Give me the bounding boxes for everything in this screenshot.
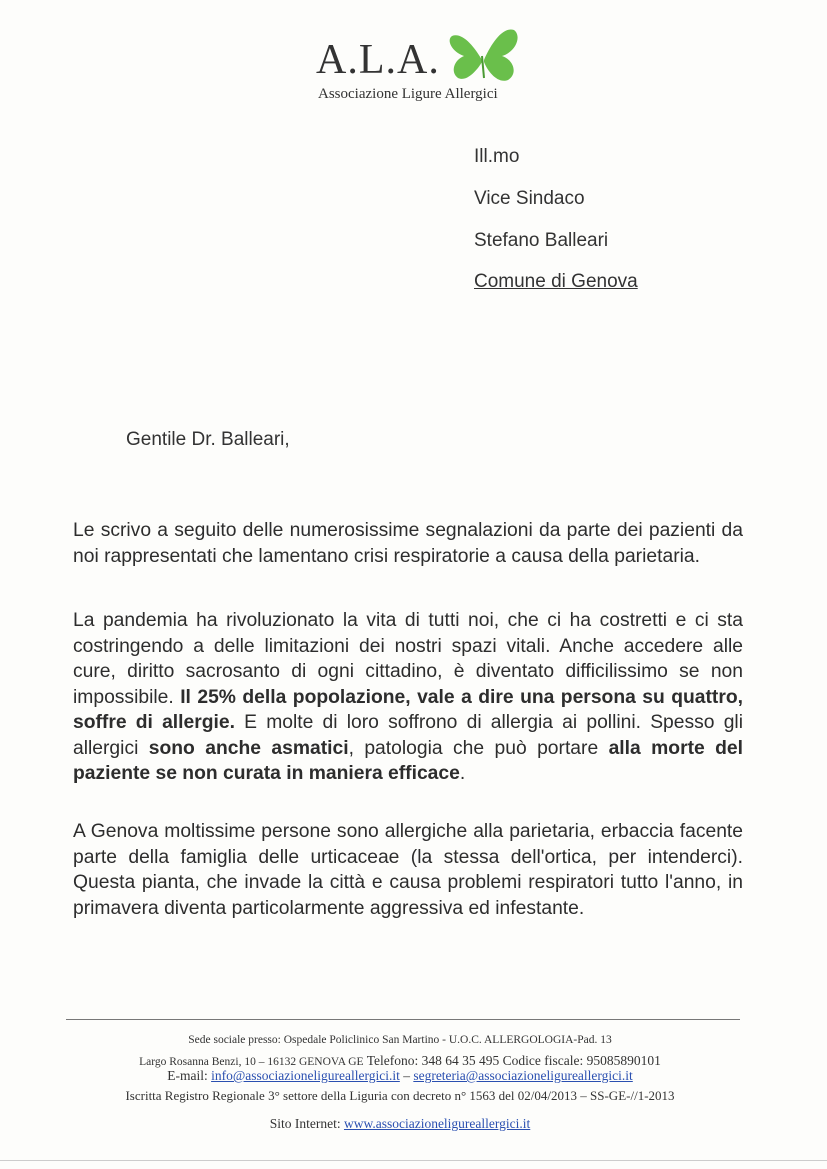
p2-text-3: , patologia che può portare [348,737,609,759]
footer-website-line [40,1116,760,1132]
footer-phone-fiscal: Telefono: 348 64 35 495 Codice fiscale: 95085890101 [363,1053,661,1068]
recipient-role: Vice Sindaco [474,188,585,209]
email-secretary-link[interactable]: segreteria@associazioneligureallergici.it [413,1068,633,1083]
footer-registry-line: Iscritta Registro Regionale 3° settore della Liguria con decreto n° 1563 del 02/04/2013 – SS-GE-//1-2013 [125,1088,675,1103]
p2-bold-statistic: Il 25% della popolazione, vale a dire una persona su quattro, soffre di allergie. [73,686,743,733]
letter-greeting: Gentile Dr. Balleari, [126,429,290,450]
website-link[interactable]: www.associazioneligureallergici.it [343,1116,531,1131]
body-paragraph-3: A Genova moltissime persone sono allergiche alla parietaria, erbaccia facente parte della famiglia delle urticaceae (la stessa dell'ortica, per intenderci). Questa pianta, che invade la città e causa problemi respiratori tutto l'anno, in primavera diventa particolarmente aggressiva ed infestante. [73,821,743,919]
footer-address-line: Sede sociale presso: Ospedale Policlinico San Martino - U.O.C. ALLERGOLOGIA-Pad. 13 [188,1034,612,1046]
website-label: Sito Internet: [269,1116,344,1131]
recipient-organization: Comune di Genova [474,271,638,292]
p2-bold-asthmatic: sono anche asmatici [148,737,349,759]
p2-text-1: La pandemia ha rivoluzionato la vita di tutti noi, che ci ha costretti e ci sta costringendo a delle limitazioni dei nostri spazi vitali. Anche accedere alle cure, diritto sacrosanto di ogni cittadino, è diventato difficilissimo se non impossibile. [73,610,743,708]
recipient-name: Stefano Balleari [474,230,609,251]
recipient-title: Ill.mo [474,146,520,167]
association-logo [316,26,526,106]
logo-subtitle: Associazione Ligure Allergici [318,86,498,102]
body-paragraph-1: Le scrivo a seguito delle numerosissime segnalazioni da parte dei pazienti da noi rappresentati che lamentano crisi respiratorie a causa della parietaria. [73,520,743,567]
butterfly-icon [444,26,522,88]
footer-street: Largo Rosanna Benzi, 10 – 16132 GENOVA GE [139,1056,364,1068]
email-label: E-mail: [167,1068,212,1083]
p2-text-2: E molte di loro soffrono di allergia ai pollini. Spesso gli allergici [73,712,743,759]
p2-text-4: . [459,763,466,784]
page-bottom-edge [0,1160,827,1161]
footer-email-line [40,1068,760,1084]
p2-bold-risk: alla morte del paziente se non curata in maniera efficace [73,737,743,784]
logo-title: A.L.A. [316,37,440,83]
footer-divider [66,1019,740,1020]
body-paragraph-2 [73,608,743,787]
email-separator: – [399,1068,414,1083]
email-info-link[interactable]: info@associazioneligureallergici.it [211,1068,400,1083]
